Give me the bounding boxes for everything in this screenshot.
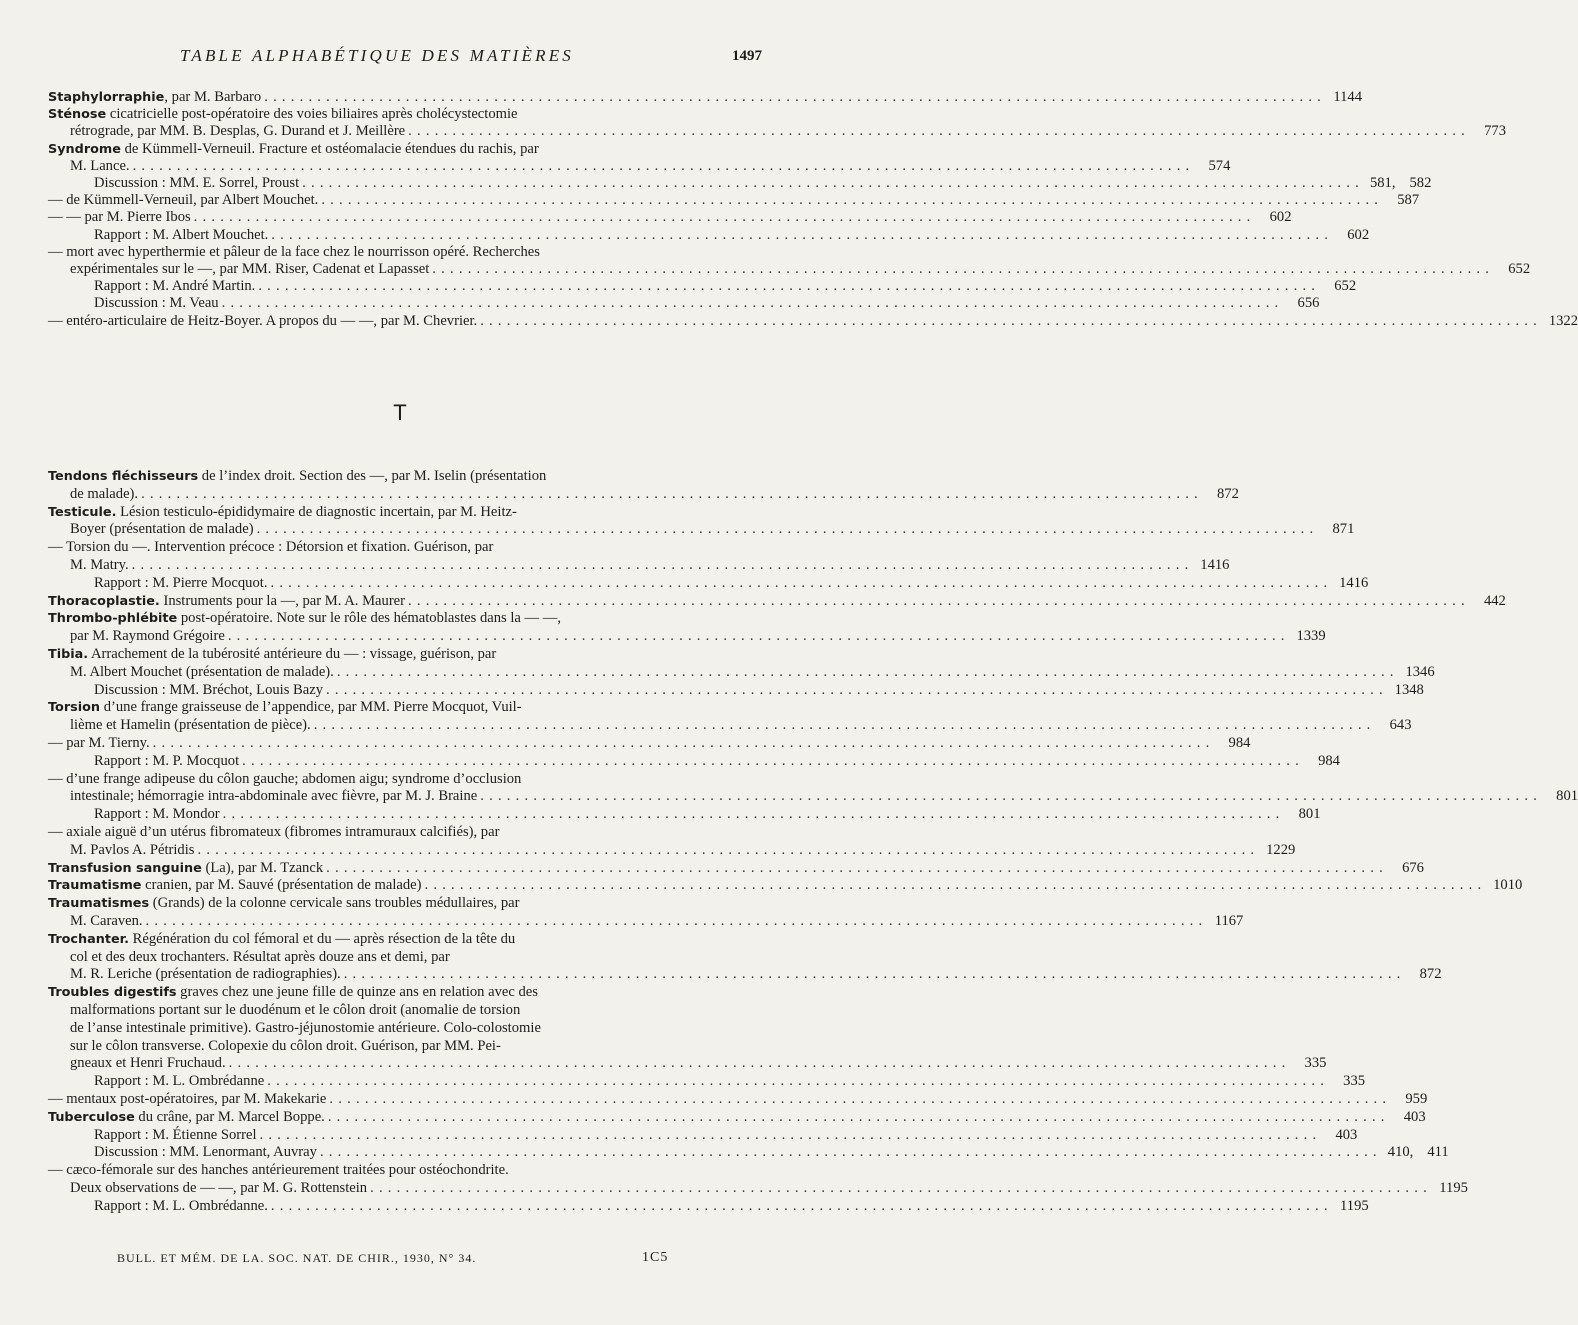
index-entry-line xyxy=(0,312,1578,330)
index-entry-line xyxy=(0,468,800,485)
entry-text: Instruments pour la —, par M. A. Maurer xyxy=(159,592,406,609)
entry-text: Discussion : MM. Bréchot, Louis Bazy xyxy=(94,681,324,698)
entry-text: — mort avec hyperthermie et pâleur de la face chez le nourrisson opéré. Recherches xyxy=(48,243,540,260)
index-entry-line xyxy=(0,1091,1428,1108)
page-reference xyxy=(1388,1144,1449,1161)
page-reference: 1010 xyxy=(1493,877,1523,894)
entry-text: expérimentales sur le —, par MM. Riser, Cadenat et Lapasset xyxy=(70,261,430,277)
index-entry-line xyxy=(0,806,1321,823)
page-reference: 1144 xyxy=(1333,89,1363,105)
entry-keyword: Troubles digestifs xyxy=(48,985,177,1001)
dot-leader: ........................................................................................................................ xyxy=(197,841,1260,858)
index-entry-line xyxy=(0,1055,1327,1072)
page-reference: 1322 xyxy=(1548,312,1578,329)
index-entry-line xyxy=(0,877,1523,894)
index-entry-line xyxy=(0,226,1370,244)
dot-leader: ........................................................................................................................ xyxy=(132,157,1195,174)
index-entry-line xyxy=(0,1073,1366,1090)
entry-text: de Kümmell-Verneuil. Fracture et ostéomalacie étendues du rachis, par xyxy=(120,140,539,157)
entry-text: Rapport : M. André Martin. xyxy=(94,278,256,295)
dot-leader: ........................................................................................................................ xyxy=(313,717,1376,734)
entry-keyword: Tendons fléchisseurs xyxy=(48,469,199,484)
entry-text: — — par M. Pierre Ibos xyxy=(48,209,191,226)
entry-keyword: Trochanter. xyxy=(48,931,130,947)
index-entry-line xyxy=(0,984,800,1001)
entry-text: — entéro-articulaire de Heitz-Boyer. A propos du — —, par M. Chevrier. xyxy=(48,312,478,329)
entry-text: M. Pavlos A. Pétridis xyxy=(70,841,195,858)
page-reference: 652 xyxy=(1334,278,1357,295)
page-reference: 872 xyxy=(1217,485,1239,502)
index-entry-line xyxy=(0,295,1320,312)
entry-text: , par M. Barbaro xyxy=(164,89,262,105)
running-header xyxy=(0,40,800,74)
dot-leader: ........................................................................................................................ xyxy=(193,209,1256,226)
index-entry-line xyxy=(0,1020,800,1037)
entry-keyword: Traumatisme xyxy=(48,878,142,894)
page-reference: 959 xyxy=(1405,1091,1428,1107)
index-entry-line xyxy=(0,1162,800,1179)
entry-keyword: Syndrome xyxy=(48,141,121,157)
page-reference: 643 xyxy=(1389,717,1412,734)
dot-leader: ........................................................................................................................ xyxy=(258,278,1321,295)
entry-keyword: Sténose xyxy=(48,107,107,123)
index-entry-line xyxy=(0,157,1231,175)
page-reference-second: 582 xyxy=(1409,175,1432,191)
index-entry-line xyxy=(0,681,1424,699)
entry-text: M. Albert Mouchet (présentation de malade). xyxy=(70,663,334,680)
dot-leader: ........................................................................................................................ xyxy=(131,557,1194,573)
entry-text: Discussion : MM. E. Sorrel, Proust xyxy=(94,175,300,191)
dot-leader: ........................................................................................................................ xyxy=(321,192,1384,209)
page-reference: 773 xyxy=(1484,123,1506,140)
page-reference: 984 xyxy=(1318,752,1340,769)
entry-text: Rapport : M. Mondor xyxy=(94,806,220,823)
index-entry-line xyxy=(0,557,1230,574)
index-entry-line xyxy=(0,192,1420,209)
entry-text: rétrograde, par MM. B. Desplas, G. Durand et J. Meillère xyxy=(70,123,406,140)
dot-leader: ........................................................................................................................ xyxy=(145,913,1208,929)
section-heading-letter: T xyxy=(393,400,407,425)
index-entry-line xyxy=(0,106,800,123)
index-entry-line xyxy=(0,1108,1426,1126)
entry-text: Boyer (présentation de malade) xyxy=(70,521,254,538)
entry-text: gneaux et Henri Fruchaud. xyxy=(70,1055,226,1072)
dot-leader: ........................................................................................................................ xyxy=(336,663,1399,680)
page-reference: 1195 xyxy=(1439,1180,1468,1196)
dot-leader: ........................................................................................................................ xyxy=(271,226,1334,243)
entry-keyword: Torsion xyxy=(48,700,101,716)
dot-leader: ........................................................................................................................ xyxy=(270,1197,1333,1214)
dot-leader: ........................................................................................................................ xyxy=(408,123,1470,140)
entry-text: de malade). xyxy=(70,485,139,502)
entry-text: — par M. Tierny. xyxy=(48,735,150,751)
page-reference: 335 xyxy=(1343,1073,1366,1090)
entry-text: cicatricielle post-opératoire des voies biliaires après cholécystectomie xyxy=(106,106,518,123)
entry-text: lième et Hamelin (présentation de pièce). xyxy=(70,717,311,734)
index-entry-line xyxy=(0,771,800,788)
entry-text: Rapport : M. P. Mocquot xyxy=(94,752,240,769)
page-reference: 602 xyxy=(1269,209,1292,226)
dot-leader: ........................................................................................................................ xyxy=(480,312,1542,329)
dot-leader: ........................................................................................................................ xyxy=(326,859,1388,876)
entry-keyword: Tuberculose xyxy=(48,1109,135,1125)
page-reference: 587 xyxy=(1397,192,1420,209)
entry-keyword: Tibia. xyxy=(48,647,89,662)
page-footer xyxy=(0,1249,800,1271)
entry-text: post-opératoire. Note sur le rôle des hématoblastes dans la — —, xyxy=(177,610,562,627)
index-entry-line xyxy=(0,735,1251,752)
index-entry-line xyxy=(0,824,800,841)
footer-source: BULL. ET MÉM. DE LA. SOC. NAT. DE CHIR., 1930, N° 34. xyxy=(117,1251,477,1265)
entry-text: d’une frange graisseuse de l’appendice, par MM. Pierre Mocquot, Vuil- xyxy=(100,699,522,716)
entry-text: Arrachement de la tubérosité antérieure du — : vissage, guérison, par xyxy=(88,646,497,662)
page-reference: 1195 xyxy=(1340,1197,1369,1214)
dot-leader: ........................................................................................................................ xyxy=(480,788,1543,805)
index-entry-line xyxy=(0,574,1369,592)
dot-leader: ........................................................................................................................ xyxy=(327,1108,1390,1125)
index-entry-line xyxy=(0,788,1578,805)
dot-leader: ........................................................................................................................ xyxy=(222,806,1285,823)
entry-keyword: Staphylorraphie xyxy=(48,90,165,105)
index-entry-line xyxy=(0,141,800,158)
index-entry-line xyxy=(0,610,800,627)
entry-text: de l’anse intestinale primitive). Gastro-jéjunostomie antérieure. Colo-colostomie xyxy=(70,1019,541,1036)
index-entry-line xyxy=(0,209,1292,226)
entry-text: (Grands) de la colonne cervicale sans troubles médullaires, par xyxy=(149,895,520,912)
entry-text: — cæco-fémorale sur des hanches antérieurement traitées pour ostéochondrite. xyxy=(48,1162,509,1179)
dot-leader: ........................................................................................................................ xyxy=(329,1091,1392,1107)
page-reference: 442 xyxy=(1483,592,1506,609)
dot-leader: ........................................................................................................................ xyxy=(227,628,1290,645)
page-reference: 1416 xyxy=(1339,574,1369,591)
dot-leader: ........................................................................................................................ xyxy=(424,877,1487,894)
dot-leader: ........................................................................................................................ xyxy=(302,175,1364,191)
entry-keyword: Thrombo-phlébite xyxy=(48,611,178,627)
entry-text: — axiale aiguë d’un utérus fibromateux (fibromes intramuraux calcifiés), par xyxy=(48,824,500,840)
dot-leader: ........................................................................................................................ xyxy=(259,1126,1322,1143)
index-entry-line xyxy=(0,89,1363,106)
page-number: 1497 xyxy=(732,48,762,64)
index-entry-line xyxy=(0,717,1412,734)
dot-leader: ........................................................................................................................ xyxy=(264,89,1327,105)
entry-keyword: Traumatismes xyxy=(48,896,150,912)
dot-leader: ........................................................................................................................ xyxy=(270,574,1333,591)
index-entry-line xyxy=(0,504,800,521)
page-reference: 1346 xyxy=(1405,663,1435,680)
page-reference: 403 xyxy=(1335,1126,1358,1143)
index-entry-line xyxy=(0,699,800,716)
index-entry-line xyxy=(0,521,1355,538)
entry-text: Rapport : M. Étienne Sorrel xyxy=(94,1126,257,1143)
page-reference: 872 xyxy=(1419,966,1442,983)
dot-leader: ........................................................................................................................ xyxy=(256,521,1319,538)
index-entry-line xyxy=(0,752,1340,770)
page-reference: 335 xyxy=(1304,1055,1327,1072)
index-entry-line xyxy=(0,278,1357,295)
entry-text: cranien, par M. Sauvé (présentation de malade) xyxy=(141,877,422,894)
entry-text: — de Kümmell-Verneuil, par Albert Mouchet. xyxy=(48,192,319,209)
entry-text: Régénération du col fémoral et du — après résection de la tête du xyxy=(129,930,516,947)
dot-leader: ........................................................................................................................ xyxy=(432,261,1495,277)
index-entry-line xyxy=(0,646,800,663)
page-reference: 676 xyxy=(1402,859,1424,876)
entry-text: M. Matry. xyxy=(70,557,129,573)
dot-leader: ........................................................................................................................ xyxy=(267,1073,1330,1090)
entry-text: sur le côlon transverse. Colopexie du côlon droit. Guérison, par MM. Pei- xyxy=(70,1037,501,1054)
dot-leader: ........................................................................................................................ xyxy=(228,1055,1291,1072)
index-entry-line xyxy=(0,592,1506,610)
entry-text: Rapport : M. L. Ombrédanne xyxy=(94,1073,265,1090)
entry-text: malformations portant sur le duodénum et le côlon droit (anomalie de torsion xyxy=(70,1002,521,1018)
dot-leader: ........................................................................................................................ xyxy=(319,1144,1382,1161)
dot-leader: ........................................................................................................................ xyxy=(242,752,1304,769)
page-reference: 1416 xyxy=(1200,557,1230,573)
dot-leader: ........................................................................................................................ xyxy=(370,1180,1432,1196)
entry-text: — d’une frange adipeuse du côlon gauche; abdomen aigu; syndrome d’occlusion xyxy=(48,770,522,787)
entry-text: Rapport : M. Albert Mouchet. xyxy=(94,226,269,243)
index-entry-line xyxy=(0,966,1442,983)
page-reference: 1167 xyxy=(1214,913,1244,929)
entry-text: Lésion testiculo-épididymaire de diagnostic incertain, par M. Heitz- xyxy=(116,503,517,520)
entry-text: M. R. Leriche (présentation de radiographies). xyxy=(70,966,341,983)
index-entry-line xyxy=(0,1197,1369,1215)
entry-text: M. Lance. xyxy=(70,157,130,174)
page-reference: 984 xyxy=(1228,735,1251,751)
index-entry-line xyxy=(0,1144,1449,1161)
page-reference-first: 581, xyxy=(1369,175,1396,191)
dot-leader: ........................................................................................................................ xyxy=(343,966,1406,983)
index-entry-line xyxy=(0,931,800,948)
running-title: TABLE ALPHABÉTIQUE DES MATIÈRES xyxy=(180,46,574,65)
page-reference: 1348 xyxy=(1394,681,1424,698)
index-entry-line xyxy=(0,663,1435,681)
page-reference: 574 xyxy=(1208,157,1231,174)
index-entry-line xyxy=(0,628,1326,645)
page-reference-first: 410, xyxy=(1387,1144,1414,1161)
index-entry-line xyxy=(0,859,1424,877)
index-entry-line xyxy=(0,841,1296,859)
page-reference: 1229 xyxy=(1266,841,1296,858)
page-reference: 652 xyxy=(1508,261,1531,277)
page-reference-second: 411 xyxy=(1427,1144,1449,1161)
dot-leader: ........................................................................................................................ xyxy=(408,592,1470,609)
page-reference: 801 xyxy=(1556,788,1578,805)
entry-keyword: Testicule. xyxy=(48,504,117,520)
entry-text: — mentaux post-opératoires, par M. Makekarie xyxy=(48,1091,327,1107)
index-entry-line xyxy=(0,1180,1468,1197)
index-entry-line xyxy=(0,244,800,261)
index-entry-line xyxy=(0,123,1506,140)
footer-signature: 1C5 xyxy=(642,1250,669,1265)
entry-text: Deux observations de — —, par M. G. Rottenstein xyxy=(70,1180,368,1196)
entry-text: col et des deux trochanters. Résultat après douze ans et demi, par xyxy=(70,948,450,965)
page-reference: 602 xyxy=(1347,226,1370,243)
index-entry-line xyxy=(0,539,800,556)
index-entry-line xyxy=(0,1002,800,1019)
entry-text: intestinale; hémorragie intra-abdominale avec fièvre, par M. J. Braine xyxy=(70,788,478,805)
index-entry-line xyxy=(0,913,1244,930)
dot-leader: ........................................................................................................................ xyxy=(141,485,1203,502)
entry-keyword: Thoracoplastie. xyxy=(48,593,160,609)
page-reference: 656 xyxy=(1297,295,1320,312)
entry-text: (La), par M. Tzanck xyxy=(201,859,324,876)
entry-text: M. Caraven. xyxy=(70,913,143,929)
entry-text: du crâne, par M. Marcel Boppe. xyxy=(134,1108,325,1125)
index-entry-line xyxy=(0,1038,800,1055)
entry-text: Rapport : M. Pierre Mocquot. xyxy=(94,574,268,591)
index-entry-line xyxy=(0,895,800,912)
page-reference xyxy=(1370,175,1431,192)
page-reference: 871 xyxy=(1332,521,1355,538)
index-entry-line xyxy=(0,175,1432,192)
index-entry-line xyxy=(0,1126,1358,1144)
page-reference: 403 xyxy=(1403,1108,1426,1125)
page-reference: 801 xyxy=(1298,806,1321,823)
entry-text: de l’index droit. Section des —, par M. Iselin (présentation xyxy=(198,468,547,484)
dot-leader: ........................................................................................................................ xyxy=(152,735,1215,751)
entry-keyword: Transfusion sanguine xyxy=(48,860,202,876)
entry-text: Rapport : M. L. Ombrédanne. xyxy=(94,1197,268,1214)
index-entry-line xyxy=(0,949,800,966)
entry-text: par M. Raymond Grégoire xyxy=(70,628,225,645)
entry-text: Discussion : MM. Lenormant, Auvray xyxy=(94,1144,317,1161)
entry-text: — Torsion du —. Intervention précoce : Détorsion et fixation. Guérison, par xyxy=(48,539,494,556)
index-entry-line xyxy=(0,485,1239,503)
dot-leader: ........................................................................................................................ xyxy=(221,295,1284,312)
entry-text: graves chez une jeune fille de quinze ans en relation avec des xyxy=(176,984,538,1001)
index-entry-line xyxy=(0,261,1531,278)
page-reference: 1339 xyxy=(1296,628,1326,645)
entry-text: Discussion : M. Veau xyxy=(94,295,219,312)
dot-leader: ........................................................................................................................ xyxy=(326,681,1388,698)
